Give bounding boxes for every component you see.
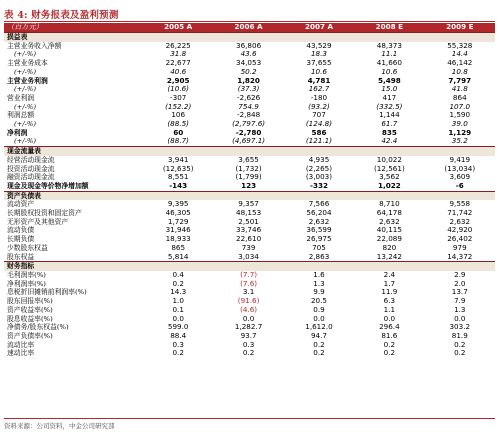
cell-value: 34,053 xyxy=(236,58,262,68)
cell-value: 13,242 xyxy=(376,251,402,261)
cell-value: 1,590 xyxy=(449,110,471,120)
cell-value: 42.4 xyxy=(381,136,398,146)
row-label: 速动比率 xyxy=(7,349,35,358)
cell-value: 50.2 xyxy=(240,66,257,76)
row-label: (+/-%) xyxy=(14,67,37,76)
cell-value: 55,328 xyxy=(447,40,473,50)
cell-value: 41.8 xyxy=(451,84,468,94)
cell-value: 707 xyxy=(312,110,326,120)
cell-value: (7.6) xyxy=(240,278,258,288)
cell-value: 5,498 xyxy=(377,75,401,85)
row-label: 投资活动现金流 xyxy=(7,164,55,173)
cell-value: 2,632 xyxy=(379,216,400,226)
cell-value: 864 xyxy=(452,92,467,102)
cell-value: 14,372 xyxy=(447,251,473,261)
row-label: 流动比率 xyxy=(7,340,35,349)
cell-value: (37.3) xyxy=(237,84,260,94)
cell-value: (4.6) xyxy=(240,304,258,314)
section-title: 现金流量表 xyxy=(4,147,143,156)
cell-value: 5,814 xyxy=(167,251,189,261)
row-label: 现金及现金等价物净增加额 xyxy=(7,181,89,190)
cell-value: 22,677 xyxy=(165,58,191,68)
cell-value: (332.5) xyxy=(376,101,403,111)
cell-value: 2.9 xyxy=(454,269,466,279)
year-header: 2006 A xyxy=(213,23,283,33)
cell-value: 1,144 xyxy=(379,110,400,120)
row-label: 息税折旧摊销前利润率(%) xyxy=(7,288,87,297)
cell-value: 3,562 xyxy=(379,172,400,182)
cell-value: 6.3 xyxy=(383,296,396,306)
cell-value: 0.2 xyxy=(313,339,325,349)
cell-value: 0.0 xyxy=(454,313,466,323)
cell-value: (88.5) xyxy=(167,119,189,129)
footer-divider xyxy=(4,418,495,419)
cell-value: 1.3 xyxy=(454,304,466,314)
cell-value: 820 xyxy=(382,242,397,252)
cell-value: (12,635) xyxy=(162,163,194,173)
section-title: 财务指标 xyxy=(4,262,143,271)
cell-value: 3,609 xyxy=(449,172,471,182)
cell-value: 41,660 xyxy=(376,58,402,68)
row-label: 资产负债率(%) xyxy=(7,331,53,340)
row-label: 营业利润 xyxy=(7,93,35,102)
year-header: 2009 E xyxy=(425,23,495,33)
cell-value: 2,632 xyxy=(308,216,330,226)
row-label: 流动资产 xyxy=(7,200,35,209)
cell-value: 599.0 xyxy=(167,322,189,332)
row-label: (+/-%) xyxy=(14,120,37,129)
cell-value: 18,933 xyxy=(165,234,191,244)
cell-value: 0.1 xyxy=(172,304,184,314)
cell-value: 56,204 xyxy=(306,208,332,218)
row-label: (+/-%) xyxy=(14,50,37,59)
cell-value: 61.7 xyxy=(381,119,398,129)
cell-value: 93.7 xyxy=(240,330,257,340)
row-label: 毛利润率(%) xyxy=(7,270,46,279)
unit-label: （百万元） xyxy=(4,23,143,33)
cell-value: (1,799) xyxy=(235,172,262,182)
cell-value: 0.2 xyxy=(383,348,396,358)
cell-value: 2,863 xyxy=(308,251,330,261)
cell-value: 40.6 xyxy=(170,66,187,76)
cell-value: 18.3 xyxy=(310,49,327,59)
cell-value: (13,034) xyxy=(444,163,476,173)
row-label: 经营活动现金流 xyxy=(7,155,55,164)
cell-value: -143 xyxy=(169,180,188,190)
cell-value: (88.7) xyxy=(167,136,189,146)
cell-value: 37,655 xyxy=(306,58,332,68)
header-row xyxy=(4,23,495,33)
row-label: (+/-%) xyxy=(14,137,37,146)
cell-value: 40,115 xyxy=(376,225,402,235)
cell-value: (2,265) xyxy=(305,163,333,173)
source-note: 资料来源：公司资料，中金公司研究部 xyxy=(4,422,115,430)
table-title: 表 4: 财务报表及盈利预测 xyxy=(4,10,119,21)
cell-value: 3,655 xyxy=(238,154,259,164)
cell-value: 31,946 xyxy=(165,225,191,235)
row-label: 融资活动现金流 xyxy=(7,173,55,182)
cell-value: 979 xyxy=(452,242,467,252)
cell-value: 0.2 xyxy=(454,339,466,349)
cell-value: 2,905 xyxy=(166,75,190,85)
cell-value: 1,729 xyxy=(167,216,189,226)
cell-value: 43.6 xyxy=(240,49,257,59)
cell-value: 14.4 xyxy=(451,49,468,59)
cell-value: 8,710 xyxy=(379,199,400,209)
cell-value: 1,129 xyxy=(448,127,472,137)
row-label: (+/-%) xyxy=(14,85,37,94)
row-label: 主营业务利润 xyxy=(7,76,48,85)
cell-value: 705 xyxy=(312,242,326,252)
table-body xyxy=(4,33,495,359)
cell-value: (91.6) xyxy=(237,296,260,306)
cell-value: 835 xyxy=(381,127,397,137)
cell-value: 739 xyxy=(241,242,256,252)
cell-value: 7.9 xyxy=(454,296,466,306)
cell-value: 7,797 xyxy=(448,75,472,85)
table-row xyxy=(4,349,495,358)
cell-value: 10.6 xyxy=(310,66,327,76)
row-label: 资产收益率(%) xyxy=(7,305,53,314)
cell-value: 20.5 xyxy=(310,296,327,306)
cell-value: 26,225 xyxy=(165,40,191,50)
cell-value: 39.0 xyxy=(451,119,468,129)
cell-value: 303.2 xyxy=(449,322,471,332)
cell-value: 1,820 xyxy=(237,75,260,85)
cell-value: (12,561) xyxy=(373,163,405,173)
cell-value: 94.7 xyxy=(310,330,327,340)
cell-value: (7.7) xyxy=(240,269,258,279)
cell-value: 10.8 xyxy=(451,66,468,76)
cell-value: (4,697.1) xyxy=(232,136,266,146)
row-label: 长期负债 xyxy=(7,235,35,244)
row-label: 股东回报率(%) xyxy=(7,297,53,306)
cell-value: 0.3 xyxy=(172,339,184,349)
year-header: 2008 E xyxy=(354,23,424,33)
cell-value: -180 xyxy=(310,92,328,102)
cell-value: 0.0 xyxy=(172,313,184,323)
cell-value: 162.7 xyxy=(308,84,330,94)
cell-value: 1.3 xyxy=(313,278,325,288)
cell-value: 9,558 xyxy=(449,199,471,209)
cell-value: 71,742 xyxy=(447,208,473,218)
row-label: 主营业务成本 xyxy=(7,59,48,68)
cell-value: 13.7 xyxy=(451,287,468,297)
cell-value: 0.2 xyxy=(172,348,184,358)
row-label: 股东权益 xyxy=(7,252,35,261)
cell-value: 0.2 xyxy=(172,278,184,288)
row-label: 利润总额 xyxy=(7,111,35,120)
cell-value: 0.0 xyxy=(313,313,325,323)
cell-value: (2,797.6) xyxy=(232,119,266,129)
cell-value: -6 xyxy=(455,180,464,190)
cell-value: 3,034 xyxy=(238,251,259,261)
cell-value: 46,305 xyxy=(165,208,191,218)
cell-value: 1.0 xyxy=(172,296,184,306)
cell-value: 4,781 xyxy=(307,75,331,85)
cell-value: -307 xyxy=(170,92,187,102)
cell-value: 1,612.0 xyxy=(305,322,333,332)
row-label: (+/-%) xyxy=(14,102,37,111)
cell-value: 0.4 xyxy=(172,269,184,279)
financial-table xyxy=(4,23,495,358)
cell-value: 36,806 xyxy=(236,40,262,50)
cell-value: 22,610 xyxy=(236,234,262,244)
cell-value: -2,780 xyxy=(235,127,262,137)
cell-value: -332 xyxy=(309,180,328,190)
cell-value: 0.9 xyxy=(313,304,325,314)
cell-value: 1.1 xyxy=(383,304,396,314)
cell-value: 0.2 xyxy=(242,348,255,358)
cell-value: (121.1) xyxy=(305,136,333,146)
cell-value: 14.3 xyxy=(170,287,187,297)
year-header: 2005 A xyxy=(143,23,213,33)
row-label: 净利润率(%) xyxy=(7,279,46,288)
cell-value: 10,022 xyxy=(376,154,402,164)
cell-value: 15.0 xyxy=(381,84,398,94)
cell-value: 31.8 xyxy=(170,49,187,59)
cell-value: (10.6) xyxy=(167,84,189,94)
cell-value: 3,941 xyxy=(167,154,189,164)
cell-value: 11.9 xyxy=(381,287,398,297)
cell-value: 43,529 xyxy=(306,40,332,50)
table-row xyxy=(4,137,495,146)
cell-value: (93.2) xyxy=(308,101,330,111)
cell-value: 4,935 xyxy=(308,154,330,164)
cell-value: 296.4 xyxy=(379,322,400,332)
row-label: 流动负债 xyxy=(7,226,35,235)
cell-value: (152.2) xyxy=(165,101,192,111)
cell-value: 88.4 xyxy=(170,330,187,340)
cell-value: 36,599 xyxy=(306,225,332,235)
cell-value: 9.9 xyxy=(313,287,325,297)
section-title: 资产负债表 xyxy=(4,191,143,200)
cell-value: 106 xyxy=(171,110,186,120)
cell-value: 754.9 xyxy=(238,101,259,111)
cell-value: 26,402 xyxy=(447,234,473,244)
cell-value: -2,626 xyxy=(237,92,261,102)
section-title: 损益表 xyxy=(4,33,143,42)
cell-value: 1,022 xyxy=(377,180,401,190)
cell-value: 0.2 xyxy=(383,339,396,349)
cell-value: (1,732) xyxy=(235,163,262,173)
cell-value: 81.9 xyxy=(451,330,468,340)
cell-value: 1.6 xyxy=(313,269,325,279)
cell-value: 1,282.7 xyxy=(234,322,263,332)
cell-value: 48,373 xyxy=(376,40,402,50)
cell-value: 9,419 xyxy=(449,154,471,164)
cell-value: 26,975 xyxy=(306,234,332,244)
cell-value: 2.4 xyxy=(383,269,396,279)
row-label: 净债务/股东权益(%) xyxy=(7,323,69,332)
cell-value: 7,566 xyxy=(308,199,330,209)
cell-value: 0.2 xyxy=(313,348,325,358)
row-label: 少数股东权益 xyxy=(7,243,48,252)
cell-value: 11.1 xyxy=(381,49,398,59)
cell-value: 81.6 xyxy=(381,330,398,340)
cell-value: 2.0 xyxy=(454,278,466,288)
cell-value: 33,746 xyxy=(236,225,262,235)
row-label: 股息收益率(%) xyxy=(7,314,53,323)
cell-value: 48,153 xyxy=(236,208,262,218)
cell-value: 2,632 xyxy=(449,216,471,226)
cell-value: 22,089 xyxy=(376,234,402,244)
cell-value: 0.0 xyxy=(242,313,255,323)
cell-value: 0.2 xyxy=(454,348,466,358)
row-label: 净利润 xyxy=(7,128,28,137)
row-label: 无形资产及其他资产 xyxy=(7,217,69,226)
cell-value: 0.0 xyxy=(383,313,396,323)
cell-value: (124.8) xyxy=(305,119,333,129)
cell-value: 417 xyxy=(382,92,397,102)
cell-value: 865 xyxy=(171,242,186,252)
table-row xyxy=(4,253,495,262)
cell-value: 3.1 xyxy=(242,287,255,297)
table-row xyxy=(4,182,495,191)
cell-value: 1.7 xyxy=(383,278,396,288)
cell-value: 2,501 xyxy=(238,216,259,226)
cell-value: 64,178 xyxy=(376,208,402,218)
cell-value: -2,848 xyxy=(237,110,261,120)
cell-value: 46,142 xyxy=(447,58,473,68)
cell-value: 586 xyxy=(311,127,327,137)
cell-value: 123 xyxy=(241,180,257,190)
cell-value: 107.0 xyxy=(449,101,471,111)
cell-value: 0.3 xyxy=(242,339,255,349)
cell-value: 9,357 xyxy=(238,199,259,209)
cell-value: 35.2 xyxy=(451,136,468,146)
cell-value: 9,395 xyxy=(167,199,189,209)
row-label: 主营业务收入净额 xyxy=(7,41,62,50)
cell-value: 10.6 xyxy=(381,66,398,76)
cell-value: 8,551 xyxy=(167,172,189,182)
row-label: 长期股权投资和固定资产 xyxy=(7,209,82,218)
cell-value: 60 xyxy=(173,127,184,137)
cell-value: 42,920 xyxy=(447,225,473,235)
year-header: 2007 A xyxy=(284,23,354,33)
cell-value: (3,003) xyxy=(305,172,333,182)
